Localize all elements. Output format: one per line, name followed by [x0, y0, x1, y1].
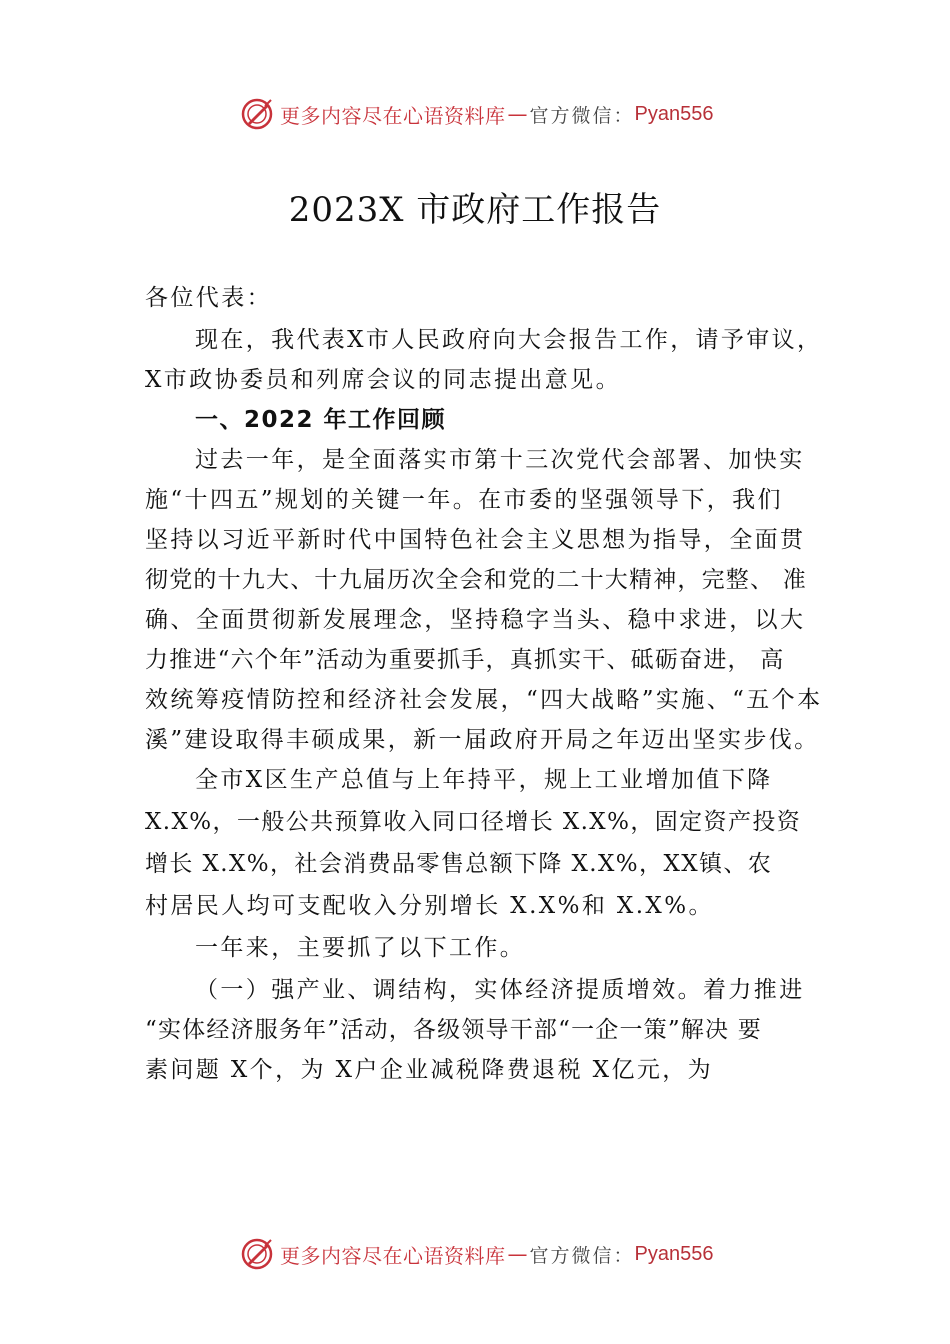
paragraph-line: 素问题 X个，为 X户企业减税降费退税 X亿元，为	[145, 1057, 714, 1083]
paragraph-line: 过去一年，是全面落实市第十三次党代会部署、加快实	[195, 447, 805, 473]
paragraph-line: X市政协委员和列席会议的同志提出意见。	[145, 367, 621, 393]
brand-logo-icon	[240, 1237, 274, 1271]
paragraph-line: 全市X区生产总值与上年持平，规上工业增加值下降	[195, 767, 773, 793]
watermark-brand-text: 更多内容尽在心语资料库	[280, 103, 506, 128]
section-heading: 一、2022 年工作回顾	[195, 407, 447, 433]
watermark-wechat-id: Pyan556	[634, 102, 714, 125]
document-title: 2023X 市政府工作报告	[288, 190, 662, 230]
watermark-wechat-label: 官方微信：	[529, 1244, 635, 1267]
paragraph-line: 一年来，主要抓了以下工作。	[195, 935, 526, 961]
watermark-dash: —	[507, 102, 528, 126]
watermark-wechat-id: Pyan556	[634, 1242, 714, 1265]
watermark-brand-text: 更多内容尽在心语资料库	[280, 1243, 506, 1268]
paragraph-line: “实体经济服务年”活动，各级领导干部“一企一策”解决 要	[145, 1017, 762, 1043]
paragraph-line: 效统筹疫情防控和经济社会发展，“四大战略”实施、“五个本	[145, 687, 823, 713]
paragraph-line: 溪”建设取得丰硕成果，新一届政府开局之年迈出坚实步伐。	[145, 727, 820, 753]
paragraph-line: 增长 X.X%，社会消费品零售总额下降 X.X%，XX镇、农	[145, 851, 773, 877]
watermark-header	[240, 96, 713, 132]
paragraph-line: 施“十四五”规划的关键一年。在市委的坚强领导下，我们	[145, 487, 783, 513]
watermark-wechat-label: 官方微信：	[529, 104, 635, 127]
paragraph-line: X.X%，一般公共预算收入同口径增长 X.X%，固定资产投资	[145, 809, 802, 835]
paragraph-line: 彻党的十九大、十九届历次全会和党的二十大精神，完整、 准	[145, 567, 807, 593]
paragraph-line: 村居民人均可支配收入分别增长 X.X%和 X.X%。	[145, 893, 714, 919]
watermark-dash: —	[507, 1242, 528, 1266]
salutation: 各位代表：	[145, 285, 272, 311]
paragraph-line: 坚持以习近平新时代中国特色社会主义思想为指导，全面贯	[145, 527, 806, 553]
paragraph-line: 力推进“六个年”活动为重要抓手，真抓实干、砥砺奋进， 高	[145, 647, 785, 673]
watermark-footer	[240, 1236, 713, 1272]
paragraph-line: 确、全面贯彻新发展理念，坚持稳字当头、稳中求进，以大	[145, 607, 806, 633]
brand-logo-icon	[240, 97, 274, 131]
subsection-line: （一）强产业、调结构，实体经济提质增效。着力推进	[195, 977, 805, 1003]
paragraph-line: 现在，我代表X市人民政府向大会报告工作，请予审议，	[195, 327, 820, 353]
